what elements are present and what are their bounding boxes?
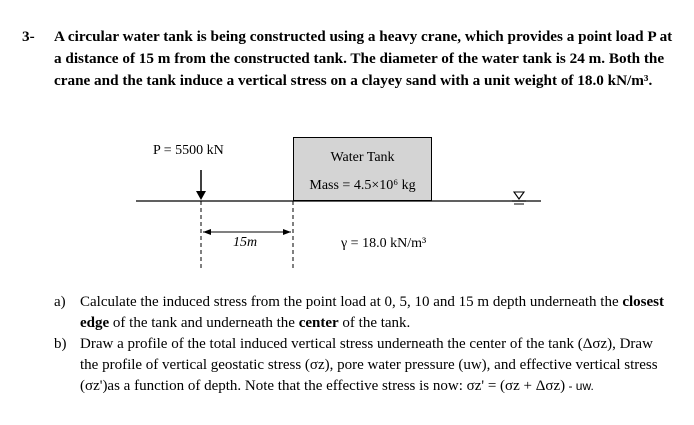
- closest-edge-bold: closest edge: [80, 294, 665, 331]
- dimension-arrow-right: [283, 229, 291, 235]
- load-arrow-head: [196, 191, 206, 200]
- unit-weight-label: γ = 18.0 kN/m³: [341, 236, 427, 251]
- question-text: A circular water tank is being constructed using a heavy crane, which provides a point load P at a distance of 15 m from the constructed tank. The diameter of the water tank is 24 m. Both the crane and the tank induce a vertical stress on a clayey sand with a unit weight of 18.0 kN/m³.: [54, 28, 673, 89]
- question-parts: [54, 292, 674, 397]
- question-number: 3-: [22, 28, 35, 45]
- load-label: P = 5500 kN: [153, 143, 224, 158]
- tank-mass: Mass = 4.5×10⁶ kg: [309, 178, 416, 193]
- part-a: a) Calculate the induced stress from the point load at 0, 5, 10 and 15 m depth underneath the closest edge of the tank and underneath the center of the tank.: [54, 294, 665, 331]
- distance-label: 15m: [233, 235, 258, 250]
- tank-title: Water Tank: [330, 150, 395, 165]
- center-bold: center: [298, 315, 339, 331]
- dimension-arrow-left: [203, 229, 211, 235]
- part-b: [54, 334, 674, 397]
- part-a-label: a): [54, 294, 66, 310]
- part-b-label: b): [54, 336, 67, 352]
- part-b-tail: - uw.: [565, 379, 594, 393]
- part-b-text: Draw a profile of the total induced vertical stress underneath the center of the tank (Δσz), Draw the profile of vertical geostatic stress (σz), pore water pressure (uw), and effective vertical stress (σz')as a function of depth. Note that the effective stress is now: σz' = (σz + Δσz): [80, 336, 658, 394]
- water-tank: [293, 137, 432, 201]
- water-table-symbol: [512, 192, 526, 204]
